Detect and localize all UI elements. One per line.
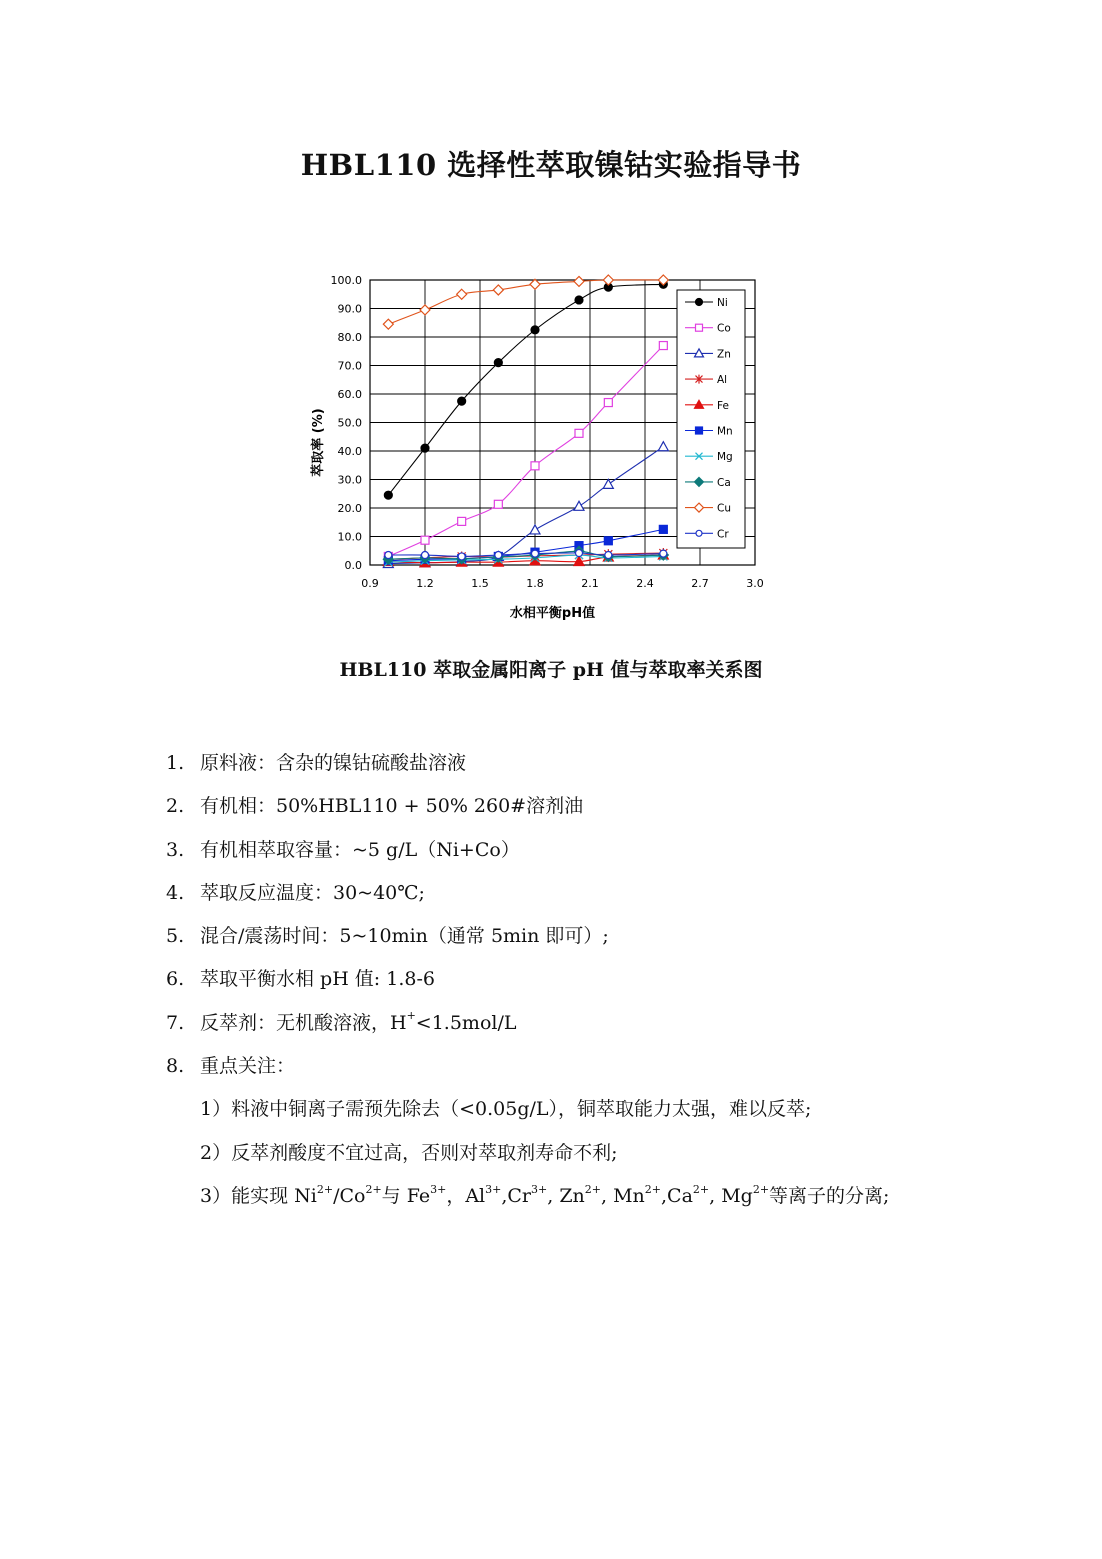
list-item: 5. 混合/震荡时间：5~10min（通常 5min 即可）; (166, 925, 609, 948)
page-title: HBL110 选择性萃取镍钴实验指导书 (300, 148, 802, 182)
list-item: 1. 原料液：含杂的镍钴硫酸盐溶液 (166, 752, 467, 774)
legend-marker-ni (696, 299, 703, 306)
data-point-ni (421, 444, 429, 452)
legend-marker-cr (696, 530, 702, 536)
x-tick-label: 1.5 (471, 577, 489, 590)
legend-marker-co (696, 324, 703, 331)
legend-label-ca: Ca (717, 476, 731, 489)
list-item: 7. 反萃剂：无机酸溶液，H+<1.5mol/L (166, 1009, 517, 1034)
data-point-ni (575, 296, 583, 304)
x-tick-label: 2.4 (636, 577, 654, 590)
legend-label-mn: Mn (717, 425, 733, 438)
legend-label-fe: Fe (717, 399, 729, 412)
y-tick-label: 30.0 (337, 473, 362, 487)
guide-list (166, 748, 889, 1224)
data-point-co (659, 342, 667, 350)
data-point-cr (660, 550, 667, 557)
y-tick-label: 10.0 (337, 530, 362, 544)
legend-label-zn: Zn (717, 348, 731, 361)
data-point-mn (659, 525, 667, 533)
data-point-ni (531, 326, 539, 334)
data-point-ni (494, 359, 502, 367)
y-tick-label: 20.0 (337, 502, 362, 515)
legend-marker-mn (696, 427, 703, 434)
data-point-ni (384, 491, 392, 499)
data-point-co (604, 399, 612, 407)
x-tick-label: 1.2 (416, 577, 434, 590)
legend-label-mg: Mg (717, 451, 733, 464)
data-point-co (575, 429, 583, 437)
legend (677, 290, 745, 548)
data-point-cr (422, 552, 429, 559)
data-point-cr (532, 550, 539, 557)
data-point-co (531, 462, 539, 470)
legend-label-co: Co (717, 322, 731, 335)
y-tick-label: 60.0 (337, 388, 362, 401)
data-point-cr (576, 550, 583, 557)
list-item: 2. 有机相：50%HBL110 + 50% 260#溶剂油 (166, 795, 584, 818)
chart-caption: HBL110 萃取金属阳离子 pH 值与萃取率关系图 (339, 659, 763, 681)
data-point-mn (604, 537, 612, 545)
legend-label-ni: Ni (717, 297, 728, 309)
data-point-co (421, 536, 429, 544)
legend-label-al: Al (717, 374, 728, 387)
data-point-co (494, 500, 502, 508)
x-tick-label: 2.7 (691, 577, 709, 590)
y-tick-label: 80.0 (337, 331, 362, 344)
x-tick-label: 1.8 (526, 577, 544, 590)
y-tick-label: 90.0 (337, 302, 362, 316)
data-point-cr (495, 552, 502, 559)
y-tick-label: 50.0 (337, 416, 362, 430)
sub-item: 3）能实现 $Ni^{2+}/Co^{2+}$与 $Fe^{3+}$，$Al^{3+},Cr^{3+}$, $Zn^{2+}$, $Mn^{2+},Ca^{2+}$, $Mg^{2+}$等离子的分离; (200, 1182, 890, 1207)
x-tick-label: 3.0 (746, 577, 764, 590)
y-tick-label: 40.0 (337, 445, 362, 458)
x-tick-label: 2.1 (581, 577, 599, 590)
data-point-cr (458, 553, 465, 560)
data-point-cr (605, 552, 612, 559)
y-axis-label: 萃取率 (%) (311, 408, 326, 477)
list-item: 6. 萃取平衡水相 pH 值: 1.8-6 (166, 968, 435, 991)
data-point-cr (385, 552, 392, 559)
data-point-ni (458, 397, 466, 405)
x-tick-label: 0.9 (361, 577, 379, 590)
sub-item: 2）反萃剂酸度不宜过高，否则对萃取剂寿命不利; (200, 1141, 618, 1164)
sub-item: 1）料液中铜离子需预先除去（<0.05g/L），铜萃取能力太强，难以反萃; (200, 1098, 812, 1121)
x-axis-label: 水相平衡pH值 (509, 606, 596, 621)
legend-label-cu: Cu (717, 502, 731, 515)
list-item: 4. 萃取反应温度：30~40℃; (166, 881, 425, 904)
y-tick-label: 100.0 (330, 274, 362, 287)
list-item: 8. 重点关注： (166, 1055, 296, 1078)
list-item: 3. 有机相萃取容量：~5 g/L（Ni+Co） (166, 838, 520, 861)
extraction-chart (300, 262, 800, 627)
y-tick-label: 0.0 (344, 559, 362, 572)
y-tick-label: 70.0 (337, 359, 362, 373)
legend-label-cr: Cr (717, 528, 729, 541)
data-point-co (458, 517, 466, 525)
